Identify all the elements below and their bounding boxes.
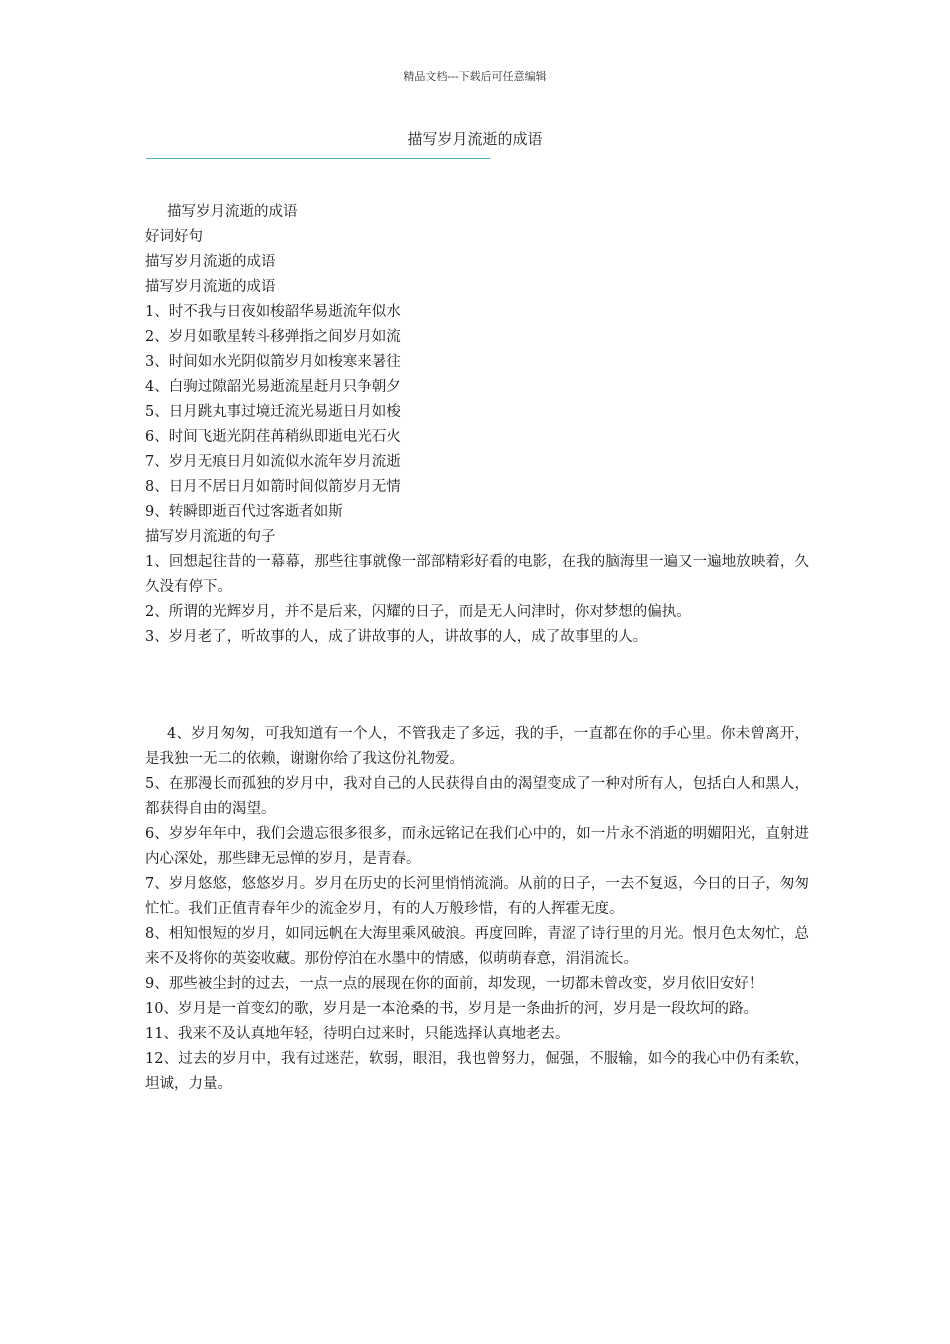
idiom-line: 2、岁月如歌星转斗移弹指之间岁月如流 [145,329,401,345]
idiom-line: 6、时间飞逝光阴荏苒稍纵即逝电光石火 [145,429,401,445]
sentence-paragraph: 12、过去的岁月中，我有过迷茫，软弱，眼泪，我也曾努力，倔强，不服输，如今的我心中仍有柔软，坦诚，力量。 [145,1051,809,1092]
sentences-heading: 描写岁月流逝的句子 [145,529,276,545]
header-note: 精品文档---下载后可任意编辑 [403,70,547,83]
sentence-paragraph: 4、岁月匆匆，可我知道有一个人，不管我走了多远，我的手，一直都在你的手心里。你未曾离开，是我独一无二的依赖，谢谢你给了我这份礼物爱。 [145,726,809,767]
section-heading: 描写岁月流逝的成语 [167,204,298,220]
sentence-paragraph: 9、那些被尘封的过去，一点一点的展现在你的面前，却发现，一切都未曾改变，岁月依旧安好！ [145,976,764,992]
category-label: 好词好句 [145,229,203,245]
subheading: 描写岁月流逝的成语 [145,279,276,295]
document-title: 描写岁月流逝的成语 [407,130,543,148]
sentence-paragraph: 11、我来不及认真地年轻，待明白过来时，只能选择认真地老去。 [145,1026,570,1042]
sentence-paragraph: 10、岁月是一首变幻的歌，岁月是一本沧桑的书，岁月是一条曲折的河，岁月是一段坎坷的路。 [145,1001,758,1017]
sentence-paragraph: 1、回想起往昔的一幕幕，那些往事就像一部部精彩好看的电影，在我的脑海里一遍又一遍地放映着，久久没有停下。 [145,554,809,595]
idiom-line: 5、日月跳丸事过境迁流光易逝日月如梭 [145,404,401,420]
idiom-line: 8、日月不居日月如箭时间似箭岁月无情 [145,479,401,495]
section-idioms [145,200,809,650]
sentence-paragraph: 7、岁月悠悠，悠悠岁月。岁月在历史的长河里悄悄流淌。从前的日子，一去不复返，今日的日子，匆匆忙忙。我们正值青春年少的流金岁月，有的人万般珍惜，有的人挥霍无度。 [145,876,809,917]
idiom-line: 9、转瞬即逝百代过客逝者如斯 [145,504,343,520]
idiom-line: 4、白驹过隙韶光易逝流星赶月只争朝夕 [145,379,401,395]
idiom-line: 3、时间如水光阴似箭岁月如梭寒来暑往 [145,354,401,370]
subheading: 描写岁月流逝的成语 [145,254,276,270]
idiom-line: 1、时不我与日夜如梭韶华易逝流年似水 [145,304,401,320]
section-sentences-continued [145,722,809,1097]
sentence-paragraph: 5、在那漫长而孤独的岁月中，我对自己的人民获得自由的渴望变成了一种对所有人，包括白人和黑人，都获得自由的渴望。 [145,776,809,817]
idiom-line: 7、岁月无痕日月如流似水流年岁月流逝 [145,454,401,470]
sentence-paragraph: 3、岁月老了，听故事的人，成了讲故事的人，讲故事的人，成了故事里的人。 [145,629,648,645]
sentence-paragraph: 8、相知恨短的岁月，如同远帆在大海里乘风破浪。再度回眸，青涩了诗行里的月光。恨月色太匆忙，总来不及将你的英姿收藏。那份停泊在水墨中的情感，似萌萌春意，涓涓流长。 [145,926,809,967]
sentence-paragraph: 2、所谓的光辉岁月，并不是后来，闪耀的日子，而是无人问津时，你对梦想的偏执。 [145,604,691,620]
title-underline-rule: ———————————————————————————————————————————— [146,151,491,166]
sentence-paragraph: 6、岁岁年年中，我们会遗忘很多很多，而永远铭记在我们心中的，如一片永不消逝的明媚阳光，直射进内心深处，那些肆无忌惮的岁月，是青春。 [145,826,809,867]
